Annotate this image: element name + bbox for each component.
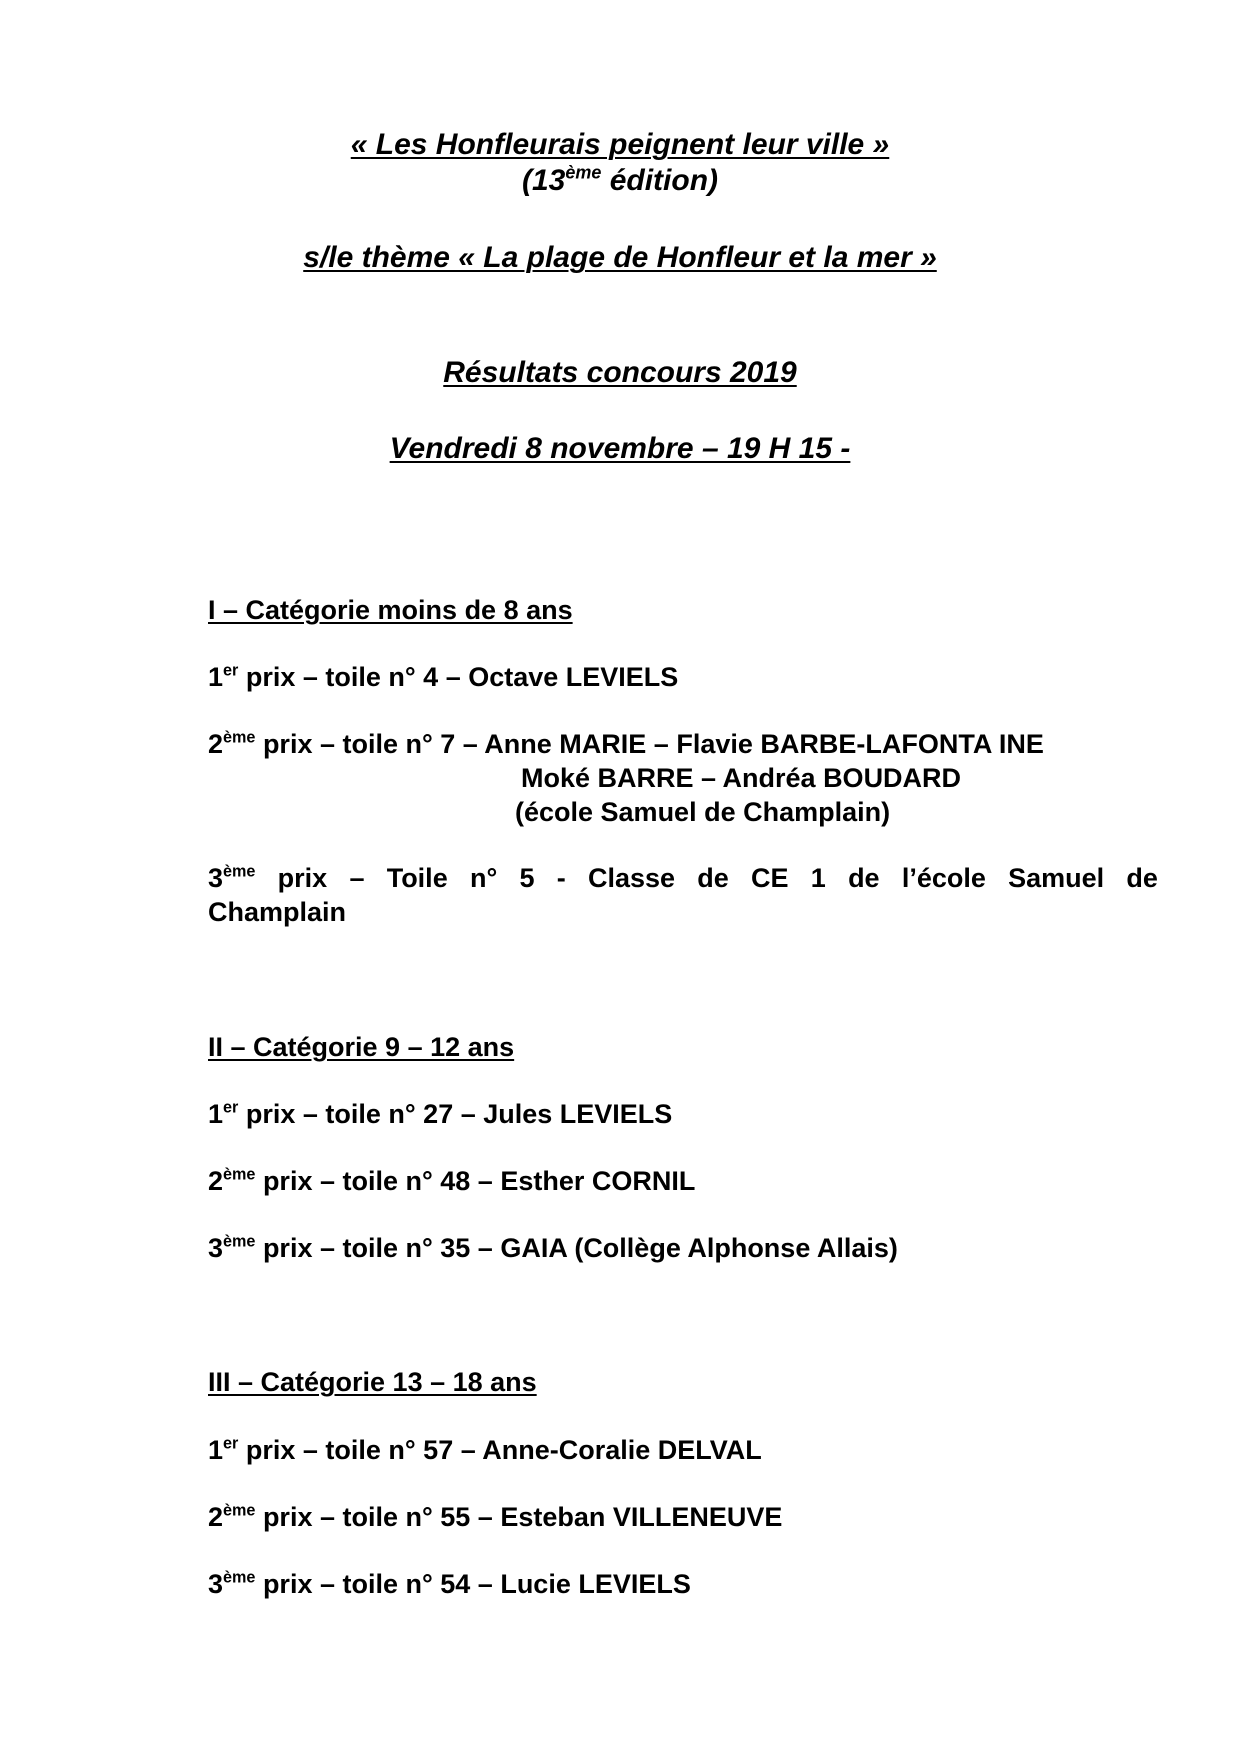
category-heading: I – Catégorie moins de 8 ans bbox=[208, 595, 573, 625]
justified-first-line: 3ème prix – Toile n° 5 - Classe de CE 1 de l’école Samuel de bbox=[208, 862, 1158, 893]
prize-line: 1er prix – toile n° 4 – Octave LEVIELS bbox=[208, 661, 679, 692]
date-heading bbox=[0, 431, 1240, 467]
prize-line: 2ème prix – toile n° 55 – Esteban VILLENEUVE bbox=[208, 1501, 783, 1532]
prize-line: 1er prix – toile n° 27 – Jules LEVIELS bbox=[208, 1098, 673, 1129]
category-heading: III – Catégorie 13 – 18 ans bbox=[208, 1367, 537, 1397]
prize-line: 2ème prix – toile n° 7 – Anne MARIE – Flavie BARBE-LAFONTA INE bbox=[208, 728, 1044, 759]
prize-line: 3ème prix – toile n° 54 – Lucie LEVIELS bbox=[208, 1568, 691, 1599]
prize-line-justified bbox=[208, 861, 1158, 929]
prize-line: 2ème prix – toile n° 48 – Esther CORNIL bbox=[208, 1165, 696, 1196]
category-heading: II – Catégorie 9 – 12 ans bbox=[208, 1032, 515, 1062]
prize-continuation: Moké BARRE – Andréa BOUDARD bbox=[521, 763, 962, 793]
prize-line: 3ème prix – toile n° 35 – GAIA (Collège Alphonse Allais) bbox=[208, 1232, 898, 1263]
results-text: Résultats concours 2019 bbox=[443, 356, 797, 389]
title-text: « Les Honfleurais peignent leur ville » bbox=[350, 128, 890, 161]
date-text: Vendredi 8 novembre – 19 H 15 - bbox=[389, 432, 851, 465]
edition-line bbox=[0, 163, 1240, 199]
edition-open: (13 bbox=[521, 164, 566, 197]
edition-close: édition) bbox=[601, 164, 719, 197]
results-heading bbox=[0, 355, 1240, 391]
prize-line: 1er prix – toile n° 57 – Anne-Coralie DELVAL bbox=[208, 1434, 762, 1465]
prize-continuation: (école Samuel de Champlain) bbox=[515, 797, 891, 827]
theme-heading bbox=[0, 240, 1240, 276]
justified-second-line: Champlain bbox=[208, 897, 347, 927]
document-title bbox=[0, 127, 1240, 163]
theme-text: s/le thème « La plage de Honfleur et la mer » bbox=[303, 241, 937, 274]
edition-sup: ème bbox=[565, 162, 602, 183]
